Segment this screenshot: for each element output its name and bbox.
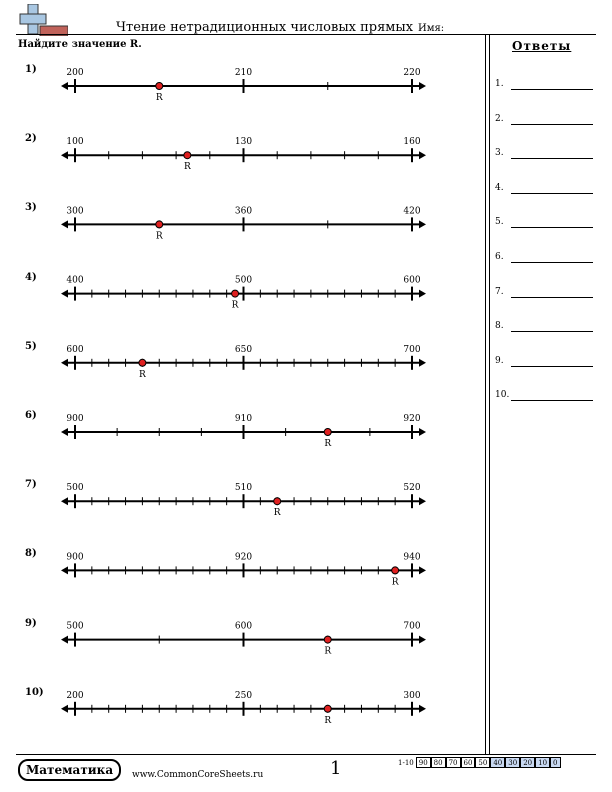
tick-label: 500 <box>66 621 84 632</box>
tick-label: 360 <box>234 206 253 217</box>
tick-label: 210 <box>234 68 253 78</box>
point-r-marker <box>324 636 331 643</box>
point-r-marker <box>139 359 146 366</box>
point-r-label: R <box>273 508 281 519</box>
left-arrow-icon <box>61 359 68 367</box>
right-arrow-icon <box>419 220 426 228</box>
right-arrow-icon <box>419 566 426 574</box>
answer-number: 10. <box>495 390 510 401</box>
tick-label: 160 <box>403 137 421 148</box>
point-r-label: R <box>391 577 399 588</box>
tick-label: 910 <box>234 414 253 424</box>
tick-label: 130 <box>234 137 253 148</box>
site-url: www.CommonCoreSheets.ru <box>132 770 264 780</box>
score-cell: 30 <box>505 757 520 768</box>
question-number: 8) <box>25 548 37 560</box>
tick-label: 500 <box>66 483 84 494</box>
answer-number: 7. <box>495 286 504 297</box>
answer-number: 1. <box>495 79 504 89</box>
point-r-label: R <box>155 231 163 242</box>
score-cell: 50 <box>475 757 490 768</box>
question-number: 4) <box>25 271 37 283</box>
right-arrow-icon <box>419 636 426 644</box>
answer-number: 8. <box>495 321 504 332</box>
left-arrow-icon <box>61 636 68 644</box>
point-r-marker <box>324 429 331 436</box>
tick-label: 900 <box>66 414 84 424</box>
worksheet-title: Чтение нетрадиционных числовых прямых <box>116 20 414 35</box>
right-arrow-icon <box>419 290 426 298</box>
point-r-marker <box>274 498 281 505</box>
score-cell: 0 <box>550 757 560 768</box>
instructions: Найдите значение R. <box>18 39 142 50</box>
tick-label: 600 <box>66 344 84 355</box>
point-r-marker <box>392 567 399 574</box>
left-arrow-icon <box>61 705 68 713</box>
point-r-marker <box>156 83 163 90</box>
answer-number: 2. <box>495 113 504 124</box>
name-label: Имя: <box>418 23 445 34</box>
tick-label: 300 <box>66 206 84 217</box>
tick-label: 650 <box>234 344 253 355</box>
brand-badge: Математика <box>18 759 121 781</box>
answer-number: 4. <box>495 182 504 193</box>
left-arrow-icon <box>61 220 68 228</box>
question-number: 3) <box>25 202 37 214</box>
tick-label: 940 <box>403 552 421 563</box>
tick-label: 300 <box>403 690 421 701</box>
left-arrow-icon <box>61 428 68 436</box>
tick-label: 500 <box>234 275 253 286</box>
right-arrow-icon <box>419 359 426 367</box>
point-r-label: R <box>139 369 146 380</box>
point-r-marker <box>324 705 331 712</box>
tick-label: 100 <box>66 137 84 148</box>
tick-label: 200 <box>66 68 84 78</box>
score-cell: 1-10 <box>398 758 414 767</box>
right-arrow-icon <box>419 151 426 159</box>
right-arrow-icon <box>419 428 426 436</box>
answer-number: 3. <box>495 148 504 159</box>
point-r-label: R <box>155 93 163 103</box>
tick-label: 920 <box>234 552 253 563</box>
point-r-label: R <box>324 646 332 657</box>
answer-number: 6. <box>495 252 504 262</box>
right-arrow-icon <box>419 705 426 713</box>
tick-label: 600 <box>234 621 253 632</box>
question-number: 10) <box>25 686 44 698</box>
question-number: 7) <box>25 479 37 491</box>
point-r-marker <box>184 152 191 159</box>
point-r-label: R <box>324 715 332 726</box>
left-arrow-icon <box>61 290 68 298</box>
tick-label: 920 <box>403 414 421 424</box>
point-r-marker <box>156 221 163 228</box>
score-table <box>396 757 561 768</box>
point-r-label: R <box>183 162 191 173</box>
question-number: 9) <box>25 617 37 629</box>
tick-label: 520 <box>403 483 421 494</box>
score-cell: 20 <box>520 757 535 768</box>
answers-title: Ответы <box>512 39 572 53</box>
score-cell: 80 <box>431 757 446 768</box>
footer-divider <box>16 754 596 755</box>
question-number: 5) <box>25 340 37 352</box>
left-arrow-icon <box>61 82 68 90</box>
question-number: 2) <box>25 133 37 145</box>
tick-label: 700 <box>403 621 421 632</box>
score-cell: 60 <box>461 757 476 768</box>
page-number: 1 <box>330 758 342 779</box>
tick-label: 510 <box>234 483 253 494</box>
tick-label: 250 <box>234 690 253 701</box>
right-arrow-icon <box>419 497 426 505</box>
right-arrow-icon <box>419 82 426 90</box>
tick-label: 220 <box>403 68 421 78</box>
score-cell: 40 <box>490 757 505 768</box>
question-number: 6) <box>25 410 37 421</box>
left-arrow-icon <box>61 151 68 159</box>
left-arrow-icon <box>61 497 68 505</box>
tick-label: 420 <box>403 206 421 217</box>
point-r-label: R <box>231 300 239 311</box>
question-number: 1) <box>25 64 37 75</box>
tick-label: 200 <box>66 690 84 701</box>
tick-label: 600 <box>403 275 421 286</box>
tick-label: 900 <box>66 552 84 563</box>
score-cell: 70 <box>446 757 461 768</box>
score-cell: 10 <box>535 757 550 768</box>
left-arrow-icon <box>61 566 68 574</box>
point-r-label: R <box>324 439 332 449</box>
score-cell: 90 <box>416 757 431 768</box>
answer-number: 9. <box>495 355 504 366</box>
tick-label: 400 <box>66 275 84 286</box>
tick-label: 700 <box>403 344 421 355</box>
point-r-marker <box>232 290 239 297</box>
answer-number: 5. <box>495 217 504 228</box>
